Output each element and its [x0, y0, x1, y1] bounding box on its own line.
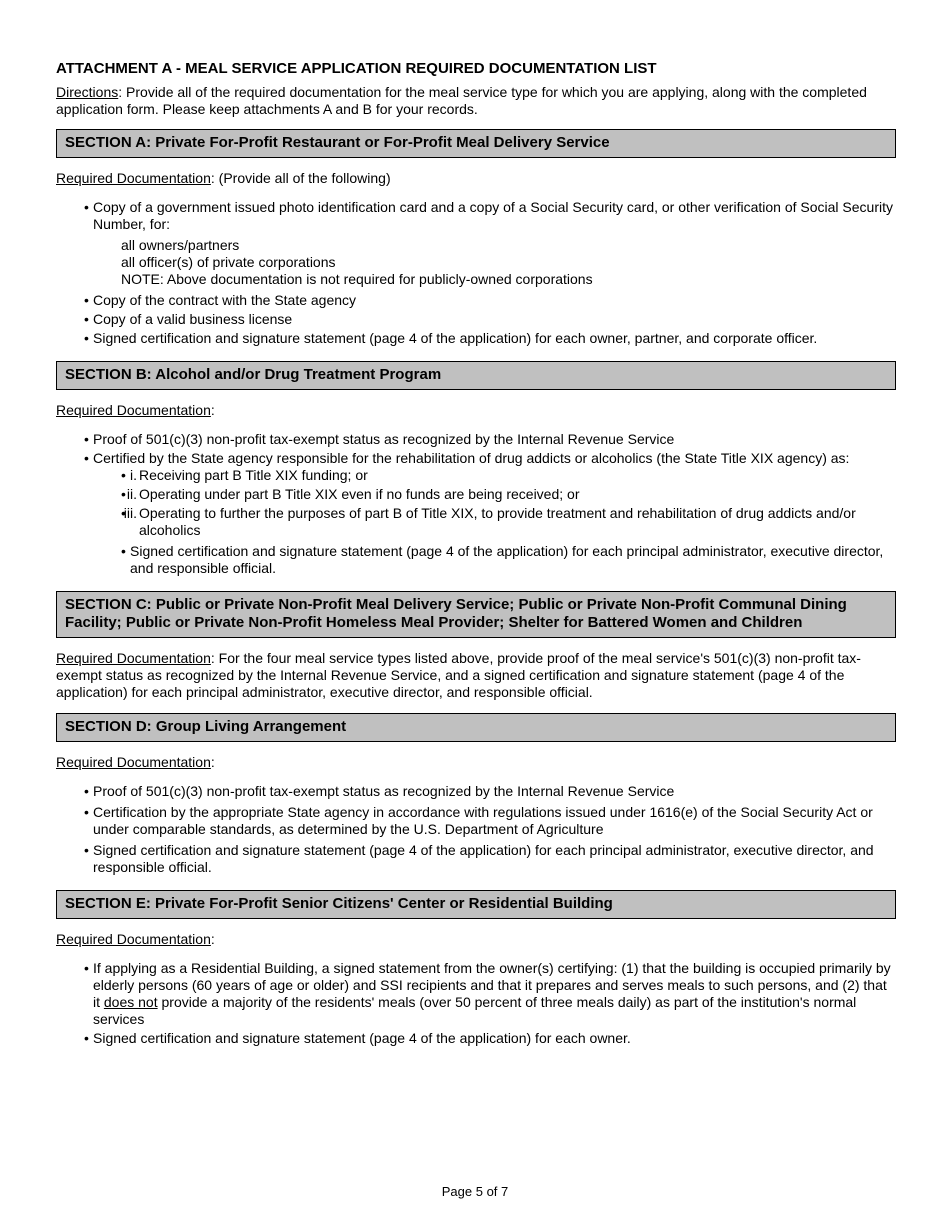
required-label: Required Documentation	[56, 754, 211, 770]
list-item	[84, 199, 896, 288]
list-item: • Copy of a valid business license	[84, 311, 896, 328]
list-item: • Certification by the appropriate State agency in accordance with regulations issued under 1616(e) of the Social Security Act or under comparable standards, as determined by the U.S. Department of Agriculture	[84, 804, 896, 838]
sub-item: all owners/partners	[121, 237, 240, 253]
required-suffix: :	[210, 754, 215, 770]
required-label: Required Documentation	[56, 931, 211, 947]
roman-text: Operating to further the purposes of part B of Title XIX, to provide treatment and rehabilitation of drug addicts and/or alcoholics	[139, 505, 856, 538]
directions	[56, 84, 896, 118]
section-e-heading: SECTION E: Private For-Profit Senior Citizens' Center or Residential Building	[56, 890, 896, 919]
directions-text: : Provide all of the required documentation for the meal service type for which you are applying, along with the completed application form. Please keep attachments A and B for your records.	[56, 84, 867, 117]
required-label: Required Documentation	[56, 170, 211, 186]
required-label: Required Documentation	[56, 402, 211, 418]
required-suffix: : (Provide all of the following)	[210, 170, 391, 186]
roman-numeral: • iii.	[123, 505, 137, 521]
roman-text: Operating under part B Title XIX even if no funds are being received; or	[139, 486, 580, 502]
list-item-text: provide a majority of the residents' meals (over 50 percent of three meals daily) as part of the institution's normal services	[93, 994, 857, 1027]
roman-item	[121, 486, 896, 503]
sub-item: NOTE: Above documentation is not required for publicly-owned corporations	[121, 271, 593, 287]
roman-numeral: • i.	[130, 467, 137, 483]
list-item: • Signed certification and signature statement (page 4 of the application) for each principal administrator, executive director, and responsible official.	[84, 842, 896, 876]
list-item	[84, 960, 896, 1028]
list-item: • Signed certification and signature statement (page 4 of the application) for each principal administrator, executive director, and responsible official.	[84, 543, 896, 577]
list-item-text: Certified by the State agency responsible for the rehabilitation of drug addicts or alcoholics (the State Title XIX agency) as:	[93, 450, 850, 466]
roman-text: Receiving part B Title XIX funding; or	[139, 467, 368, 483]
required-label: Required Documentation	[56, 650, 211, 666]
list-item	[84, 450, 896, 539]
page-title: ATTACHMENT A - MEAL SERVICE APPLICATION REQUIRED DOCUMENTATION LIST	[56, 60, 657, 77]
roman-numeral: • ii.	[126, 486, 137, 502]
section-e-required	[56, 931, 896, 948]
section-e-list	[56, 960, 896, 1047]
section-c-body: : For the four meal service types listed above, provide proof of the meal service's 501(c)(3) non-profit tax-exempt status as recognized by the Internal Revenue Service, and a signed certification and signature statement (page 4 of the application) for each principal administrator, executive director, and responsible official.	[56, 650, 861, 700]
list-item: • Signed certification and signature statement (page 4 of the application) for each owner.	[84, 1030, 896, 1047]
section-b-list	[56, 431, 896, 577]
section-d-list	[56, 783, 896, 876]
list-item-text: Copy of a government issued photo identification card and a copy of a Social Security card, or other verification of Social Security Number, for:	[93, 199, 893, 232]
list-item: • Proof of 501(c)(3) non-profit tax-exempt status as recognized by the Internal Revenue Service	[84, 783, 896, 800]
section-d-required	[56, 754, 896, 771]
section-a-heading: SECTION A: Private For-Profit Restaurant or For-Profit Meal Delivery Service	[56, 129, 896, 158]
roman-item	[121, 467, 896, 484]
list-item: • Copy of the contract with the State agency	[84, 292, 896, 309]
page-number: Page 5 of 7	[441, 1184, 509, 1199]
list-item: • Signed certification and signature statement (page 4 of the application) for each owner, partner, and corporate officer.	[84, 330, 896, 347]
section-a-list	[56, 199, 896, 347]
section-c-heading: SECTION C: Public or Private Non-Profit Meal Delivery Service; Public or Private Non-Profit Communal Dining Facility; Public or Private Non-Profit Homeless Meal Provider; Shelter for Battered Women and Children	[56, 591, 896, 638]
emphasis-text: does not	[103, 994, 158, 1010]
roman-item	[121, 505, 896, 539]
section-c-text	[56, 650, 896, 701]
section-a-required	[56, 170, 896, 187]
list-item-text: If applying as a Residential Building, a signed statement from the owner(s) certifying: (1) that the building is occupied primarily by elderly persons (60 years of age or older) and SSI recipients and that it prepares and serves meals to such persons, and (2) that it	[93, 960, 891, 1010]
section-d-heading: SECTION D: Group Living Arrangement	[56, 713, 896, 742]
directions-label: Directions	[56, 84, 119, 100]
required-suffix: :	[210, 931, 215, 947]
document-page	[56, 60, 896, 1061]
required-suffix: :	[210, 402, 215, 418]
roman-list	[93, 467, 896, 539]
list-item: • Proof of 501(c)(3) non-profit tax-exempt status as recognized by the Internal Revenue Service	[84, 431, 896, 448]
section-b-required	[56, 402, 896, 419]
sub-list	[93, 237, 896, 288]
section-b-heading: SECTION B: Alcohol and/or Drug Treatment Program	[56, 361, 896, 390]
sub-item: all officer(s) of private corporations	[121, 254, 336, 270]
